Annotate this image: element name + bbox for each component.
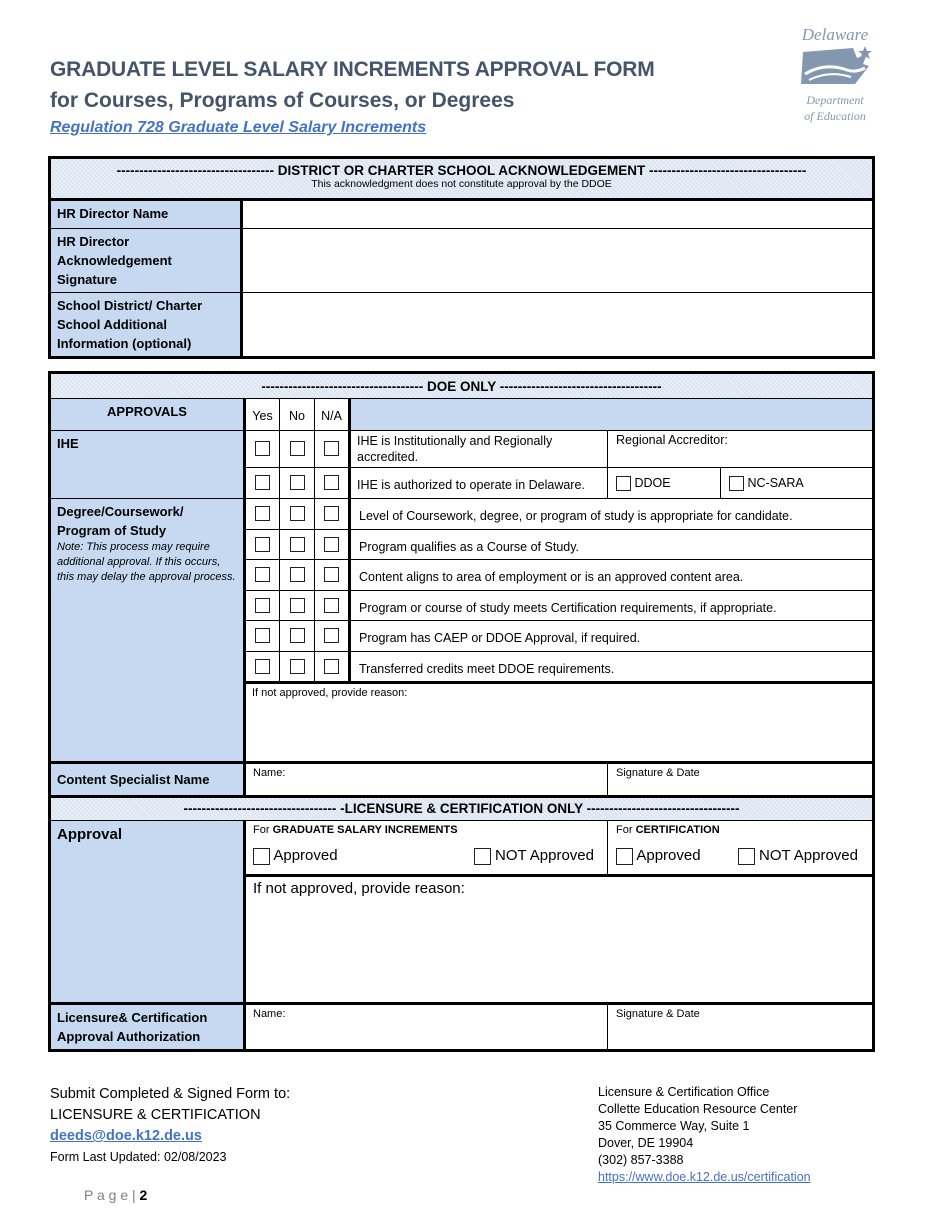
degree-item-5-yes[interactable] bbox=[245, 621, 280, 652]
ihe-authorized-yes[interactable] bbox=[245, 468, 280, 499]
degree-item-4-na[interactable] bbox=[315, 591, 350, 621]
regional-accreditor-field[interactable]: Regional Accreditor: bbox=[608, 431, 874, 468]
hr-director-signature-field[interactable] bbox=[242, 229, 874, 293]
address-line: Dover, DE 19904 bbox=[598, 1136, 694, 1150]
checkbox[interactable] bbox=[324, 628, 339, 643]
doe-section-heading: ------------------------------------ DOE ONLY ------------------------------------ bbox=[50, 373, 874, 399]
degree-item-5-text: Program has CAEP or DDOE Approval, if required. bbox=[350, 621, 874, 652]
checkbox[interactable] bbox=[474, 848, 491, 865]
degree-item-2-na[interactable] bbox=[315, 530, 350, 560]
ihe-accredited-text: IHE is Institutionally and Regionally accredited. bbox=[350, 431, 608, 468]
degree-item-1-text: Level of Coursework, degree, or program of study is appropriate for candidate. bbox=[350, 499, 874, 530]
checkbox[interactable] bbox=[255, 441, 270, 456]
page-indicator: P a g e | 2 bbox=[84, 1187, 148, 1203]
cert-approval-title bbox=[616, 824, 864, 836]
degree-item-6-no[interactable] bbox=[280, 652, 315, 683]
licensure-authorization-name-field[interactable]: Name: bbox=[245, 1004, 608, 1051]
form-updated: Form Last Updated: 02/08/2023 bbox=[50, 1150, 227, 1164]
auth-label-line2: Approval Authorization bbox=[57, 1029, 201, 1044]
form-subtitle: for Courses, Programs of Courses, or Degrees bbox=[50, 89, 515, 112]
licensure-authorization-signature-field[interactable]: Signature & Date bbox=[608, 1004, 874, 1051]
district-section-heading: ----------------------------------- DISTRICT OR CHARTER SCHOOL ACKNOWLEDGEMENT ----------------------------------- bbox=[116, 163, 807, 178]
degree-item-1-na[interactable] bbox=[315, 499, 350, 530]
degree-item-2-no[interactable] bbox=[280, 530, 315, 560]
checkbox[interactable] bbox=[290, 659, 305, 674]
content-specialist-name-field[interactable]: Name: bbox=[245, 763, 608, 797]
hr-director-signature-label: HR Director Acknowledgement Signature bbox=[50, 229, 242, 293]
cert-approved-label: Approved bbox=[636, 847, 701, 864]
yes-column-header: Yes bbox=[245, 399, 280, 431]
checkbox[interactable] bbox=[290, 537, 305, 552]
checkbox[interactable] bbox=[324, 598, 339, 613]
checkbox[interactable] bbox=[324, 506, 339, 521]
content-specialist-label: Content Specialist Name bbox=[50, 763, 245, 797]
hr-director-name-field[interactable] bbox=[242, 200, 874, 229]
address-line: 35 Commerce Way, Suite 1 bbox=[598, 1119, 750, 1133]
checkbox[interactable] bbox=[324, 475, 339, 490]
district-additional-info-field[interactable] bbox=[242, 293, 874, 358]
checkbox[interactable] bbox=[255, 598, 270, 613]
checkbox[interactable] bbox=[738, 848, 755, 865]
doe-approval-table bbox=[48, 371, 875, 1052]
office-line: LICENSURE & CERTIFICATION bbox=[50, 1107, 261, 1123]
checkbox[interactable] bbox=[255, 628, 270, 643]
checkbox[interactable] bbox=[255, 475, 270, 490]
checkbox[interactable] bbox=[324, 567, 339, 582]
form-title: GRADUATE LEVEL SALARY INCREMENTS APPROVAL FORM bbox=[50, 58, 655, 81]
logo-state-text: Delaware bbox=[801, 25, 869, 44]
district-additional-info-label: School District/ Charter School Additional Information (optional) bbox=[50, 293, 242, 358]
checkbox[interactable] bbox=[290, 441, 305, 456]
degree-item-5-na[interactable] bbox=[315, 621, 350, 652]
gsi-approved-option[interactable] bbox=[253, 847, 338, 865]
checkbox[interactable] bbox=[255, 506, 270, 521]
checkbox[interactable] bbox=[290, 567, 305, 582]
degree-not-approved-reason[interactable]: If not approved, provide reason: bbox=[245, 683, 874, 763]
checkbox[interactable] bbox=[324, 441, 339, 456]
checkbox[interactable] bbox=[324, 659, 339, 674]
checkbox[interactable] bbox=[324, 537, 339, 552]
checkbox[interactable] bbox=[290, 475, 305, 490]
checkbox[interactable] bbox=[616, 476, 631, 491]
gsi-label: GRADUATE SALARY INCREMENTS bbox=[272, 824, 458, 836]
address-line: Collette Education Resource Center bbox=[598, 1102, 798, 1116]
address-line: (302) 857-3388 bbox=[598, 1153, 684, 1167]
district-section-subheading: This acknowledgment does not constitute approval by the DDOE bbox=[311, 178, 612, 190]
degree-item-3-na[interactable] bbox=[315, 560, 350, 591]
degree-item-1-yes[interactable] bbox=[245, 499, 280, 530]
ihe-accredited-no[interactable] bbox=[280, 431, 315, 468]
website-link[interactable]: https://www.doe.k12.de.us/certification bbox=[598, 1170, 811, 1184]
email-link[interactable]: deeds@doe.k12.de.us bbox=[50, 1128, 202, 1144]
logo-dept-text: Department bbox=[806, 93, 864, 107]
checkbox[interactable] bbox=[255, 659, 270, 674]
checkbox[interactable] bbox=[255, 537, 270, 552]
cert-for-prefix: For bbox=[616, 824, 633, 836]
auth-label-line1: Licensure& Certification bbox=[57, 1010, 208, 1025]
ihe-label: IHE bbox=[50, 431, 245, 499]
approvals-header-spacer bbox=[350, 399, 874, 431]
ddoe-option[interactable] bbox=[608, 468, 721, 499]
state-outline-icon bbox=[795, 44, 875, 86]
ncsara-option[interactable] bbox=[721, 468, 874, 499]
gsi-approval-title bbox=[253, 824, 600, 836]
degree-item-5-no[interactable] bbox=[280, 621, 315, 652]
cert-not-approved-option[interactable] bbox=[738, 847, 858, 865]
checkbox[interactable] bbox=[290, 628, 305, 643]
checkbox[interactable] bbox=[729, 476, 744, 491]
gsi-approved-label: Approved bbox=[273, 847, 338, 864]
regulation-link[interactable]: Regulation 728 Graduate Level Salary Increments bbox=[50, 119, 427, 136]
licensure-section-heading: ---------------------------------- -LICENSURE & CERTIFICATION ONLY ---------------------------------- bbox=[50, 797, 874, 821]
degree-note: Note: This process may require additional approval. If this occurs, this may delay the approval process. bbox=[57, 541, 236, 583]
office-address bbox=[598, 1084, 811, 1186]
degree-item-4-text: Program or course of study meets Certification requirements, if appropriate. bbox=[350, 591, 874, 621]
cert-options bbox=[616, 847, 864, 865]
degree-item-6-yes[interactable] bbox=[245, 652, 280, 683]
degree-item-6-na[interactable] bbox=[315, 652, 350, 683]
gsi-for-prefix: For bbox=[253, 824, 270, 836]
cert-not-approved-label: NOT Approved bbox=[759, 847, 858, 864]
ihe-authorized-na[interactable] bbox=[315, 468, 350, 499]
degree-item-4-yes[interactable] bbox=[245, 591, 280, 621]
district-section-header bbox=[50, 158, 874, 200]
delaware-doe-logo bbox=[790, 26, 880, 126]
submit-instructions bbox=[50, 1084, 290, 1168]
degree-item-3-text: Content aligns to area of employment or is an approved content area. bbox=[350, 560, 874, 591]
cert-approval-cell bbox=[608, 821, 874, 876]
degree-item-3-yes[interactable] bbox=[245, 560, 280, 591]
degree-item-2-text: Program qualifies as a Course of Study. bbox=[350, 530, 874, 560]
na-column-header: N/A bbox=[315, 399, 350, 431]
licensure-not-approved-reason[interactable]: If not approved, provide reason: bbox=[245, 876, 874, 1004]
checkbox[interactable] bbox=[255, 567, 270, 582]
checkbox[interactable] bbox=[616, 848, 633, 865]
checkbox[interactable] bbox=[253, 848, 270, 865]
cert-approved-option[interactable] bbox=[616, 847, 701, 865]
cert-label: CERTIFICATION bbox=[635, 824, 720, 836]
ihe-authorized-no[interactable] bbox=[280, 468, 315, 499]
degree-coursework-label-cell bbox=[50, 499, 245, 763]
licensure-authorization-label-cell bbox=[50, 1004, 245, 1051]
degree-label-line1: Degree/Coursework/ bbox=[57, 504, 184, 519]
degree-label-line2: Program of Study bbox=[57, 523, 167, 538]
district-acknowledgement-table bbox=[48, 156, 875, 359]
ihe-accredited-yes[interactable] bbox=[245, 431, 280, 468]
hr-director-name-label: HR Director Name bbox=[50, 200, 242, 229]
ddoe-label: DDOE bbox=[634, 476, 671, 490]
gsi-not-approved-label: NOT Approved bbox=[495, 847, 594, 864]
degree-item-3-no[interactable] bbox=[280, 560, 315, 591]
licensure-approval-label: Approval bbox=[50, 821, 245, 1004]
checkbox[interactable] bbox=[290, 598, 305, 613]
degree-item-6-text: Transferred credits meet DDOE requirements. bbox=[350, 652, 874, 683]
ihe-authorized-text: IHE is authorized to operate in Delaware. bbox=[350, 468, 608, 499]
no-column-header: No bbox=[280, 399, 315, 431]
page-label: P a g e bbox=[84, 1187, 129, 1203]
gsi-not-approved-option[interactable] bbox=[474, 847, 594, 865]
degree-item-4-no[interactable] bbox=[280, 591, 315, 621]
ihe-accredited-na[interactable] bbox=[315, 431, 350, 468]
gsi-approval-cell bbox=[245, 821, 608, 876]
submit-line: Submit Completed & Signed Form to: bbox=[50, 1086, 291, 1102]
degree-item-2-yes[interactable] bbox=[245, 530, 280, 560]
content-specialist-signature-field[interactable]: Signature & Date bbox=[608, 763, 874, 797]
logo-edu-text: of Education bbox=[804, 109, 866, 123]
page-number: 2 bbox=[139, 1187, 148, 1203]
checkbox[interactable] bbox=[290, 506, 305, 521]
address-line: Licensure & Certification Office bbox=[598, 1085, 770, 1099]
approvals-header: APPROVALS bbox=[50, 399, 245, 431]
ncsara-label: NC-SARA bbox=[747, 476, 804, 490]
gsi-options bbox=[253, 847, 600, 865]
degree-item-1-no[interactable] bbox=[280, 499, 315, 530]
